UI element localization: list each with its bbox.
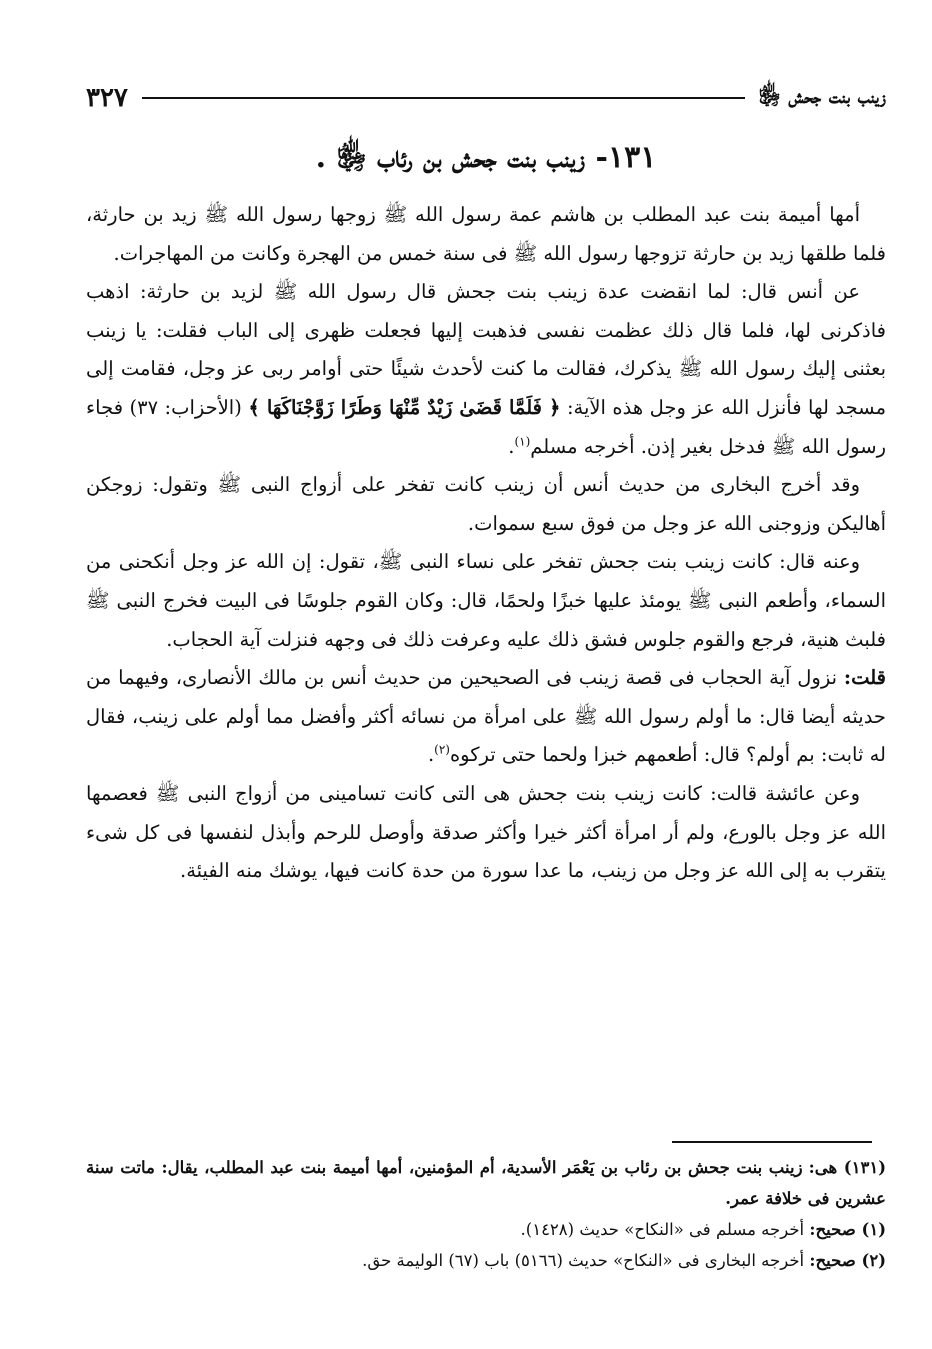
paragraph-text: وعنه قال: كانت زينب بنت جحش تفخر على نساء النبى ﷺ، تقول: إن الله عز وجل أنكحنى من السماء، وأطعم النبى ﷺ يومئذ عليها خبزًا ولحمًا، قال: وكان القوم جلوسًا فى البيت فخرج النبى ﷺ فلبث هنية، فرجع والقوم جلوس فشق ذلك عليه وعرفت ذلك فى وجهه فنزلت آية الحجاب. [86, 550, 886, 651]
paragraph-text: وقد أخرج البخارى من حديث أنس أن زينب كانت تفخر على أزواج النبى ﷺ وتقول: زوجكن أهاليكن وزوجنى الله عز وجل من فوق سبع سموات. [86, 473, 886, 535]
paragraph-4 [86, 543, 886, 659]
footnote-1 [86, 1214, 886, 1245]
paragraph-3 [86, 466, 886, 543]
page-number: ٣٢٧ [86, 83, 128, 113]
paragraph-text: عن أنس قال: لما انقضت عدة زينب بنت جحش قال رسول الله ﷺ لزيد بن حارثة: اذهب فاذكرنى لها، فلما قال ذلك عظمت نفسى فذهبت إليها فجعلت ظهرى إلى الباب فقلت: يا زينب بعثنى إليك رسول الله ﷺ يذكرك، فقالت ما كنت لأحدث شيئًا حتى أوامر ربى عز وجل، فقامت إلى مسجد لها فأنزل الله عز وجل هذه الآية: [86, 280, 887, 419]
paragraph-end: . [427, 743, 435, 767]
footnote-text: أخرجه مسلم فى «النكاح» حديث (١٤٢٨). [520, 1220, 805, 1239]
footnote-ref: (٢) [434, 742, 450, 757]
paragraph-1 [86, 196, 886, 273]
paragraph-lead: قلت: [843, 666, 886, 690]
footnote-lead: (١٣١) هى: [808, 1158, 886, 1177]
footnote-lead: (٢) صحيح: [809, 1251, 886, 1270]
page-header [86, 78, 886, 118]
paragraph-5 [86, 659, 886, 775]
paragraph-tail: (الأحزاب: ٣٧) فجاء رسول الله ﷺ فدخل بغير إذن. أخرجه مسلم [86, 395, 886, 458]
quran-verse: ﴿ فَلَمَّا قَضَىٰ زَيْدٌ مِّنْهَا وَطَرًا زَوَّجْنَاكَهَا ﴾ [248, 395, 561, 419]
running-title: زينب بنت جحش ﵂ [758, 83, 886, 109]
footnote-lead: (١) صحيح: [809, 1220, 886, 1239]
paragraph-text: أمها أميمة بنت عبد المطلب بن هاشم عمة رسول الله ﷺ زوجها رسول الله ﷺ زيد بن حارثة، فلما طلقها زيد بن حارثة تزوجها رسول الله ﷺ فى سنة خمس من الهجرة وكانت من المهاجرات. [86, 203, 886, 265]
paragraph-2 [86, 273, 886, 466]
footnote-bio [86, 1152, 886, 1214]
paragraph-6 [86, 775, 886, 891]
footnote-text: زينب بنت جحش بن رئاب بن يَعْمَر الأسدية، أم المؤمنين، أمها أميمة بنت عبد المطلب، يقال: ماتت سنة عشرين فى خلافة عمر. [86, 1158, 886, 1208]
header-rule [142, 97, 745, 99]
footnote-ref: (١) [514, 434, 531, 449]
paragraph-text: وعن عائشة قالت: كانت زينب بنت جحش هى التى كانت تسامينى من أزواج النبى ﷺ فعصمها الله عز وجل بالورع، ولم أر امرأة أكثر خيرا وأكثر صدقة وأوصل للرحم وأبذل لنفسها فى كل شىء يتقرب به إلى الله عز وجل من زينب، ما عدا سورة من حدة كانت فيها، يوشك منه الفيئة. [86, 781, 886, 883]
main-text [86, 196, 886, 891]
footnote-text: أخرجه البخارى فى «النكاح» حديث (٥١٦٦) باب (٦٧) الوليمة حق. [362, 1251, 805, 1270]
footnote-rule [672, 1141, 872, 1143]
footnotes [86, 1152, 886, 1276]
paragraph-text: نزول آية الحجاب فى قصة زينب فى الصحيحين من حديث أنس بن مالك الأنصارى، وفيهما من حديثه أيضا قال: ما أولم رسول الله ﷺ على امرأة من نسائه أكثر وأفضل مما أولم على زينب، فقال له ثابت: بم أولم؟ قال: أطعمهم خبزا ولحما حتى تركوه [86, 666, 886, 767]
paragraph-end: . [508, 434, 515, 458]
footnote-2 [86, 1245, 886, 1276]
chapter-title: ١٣١- زينب بنت جحش بن رئاب ﵂ . [315, 140, 657, 175]
